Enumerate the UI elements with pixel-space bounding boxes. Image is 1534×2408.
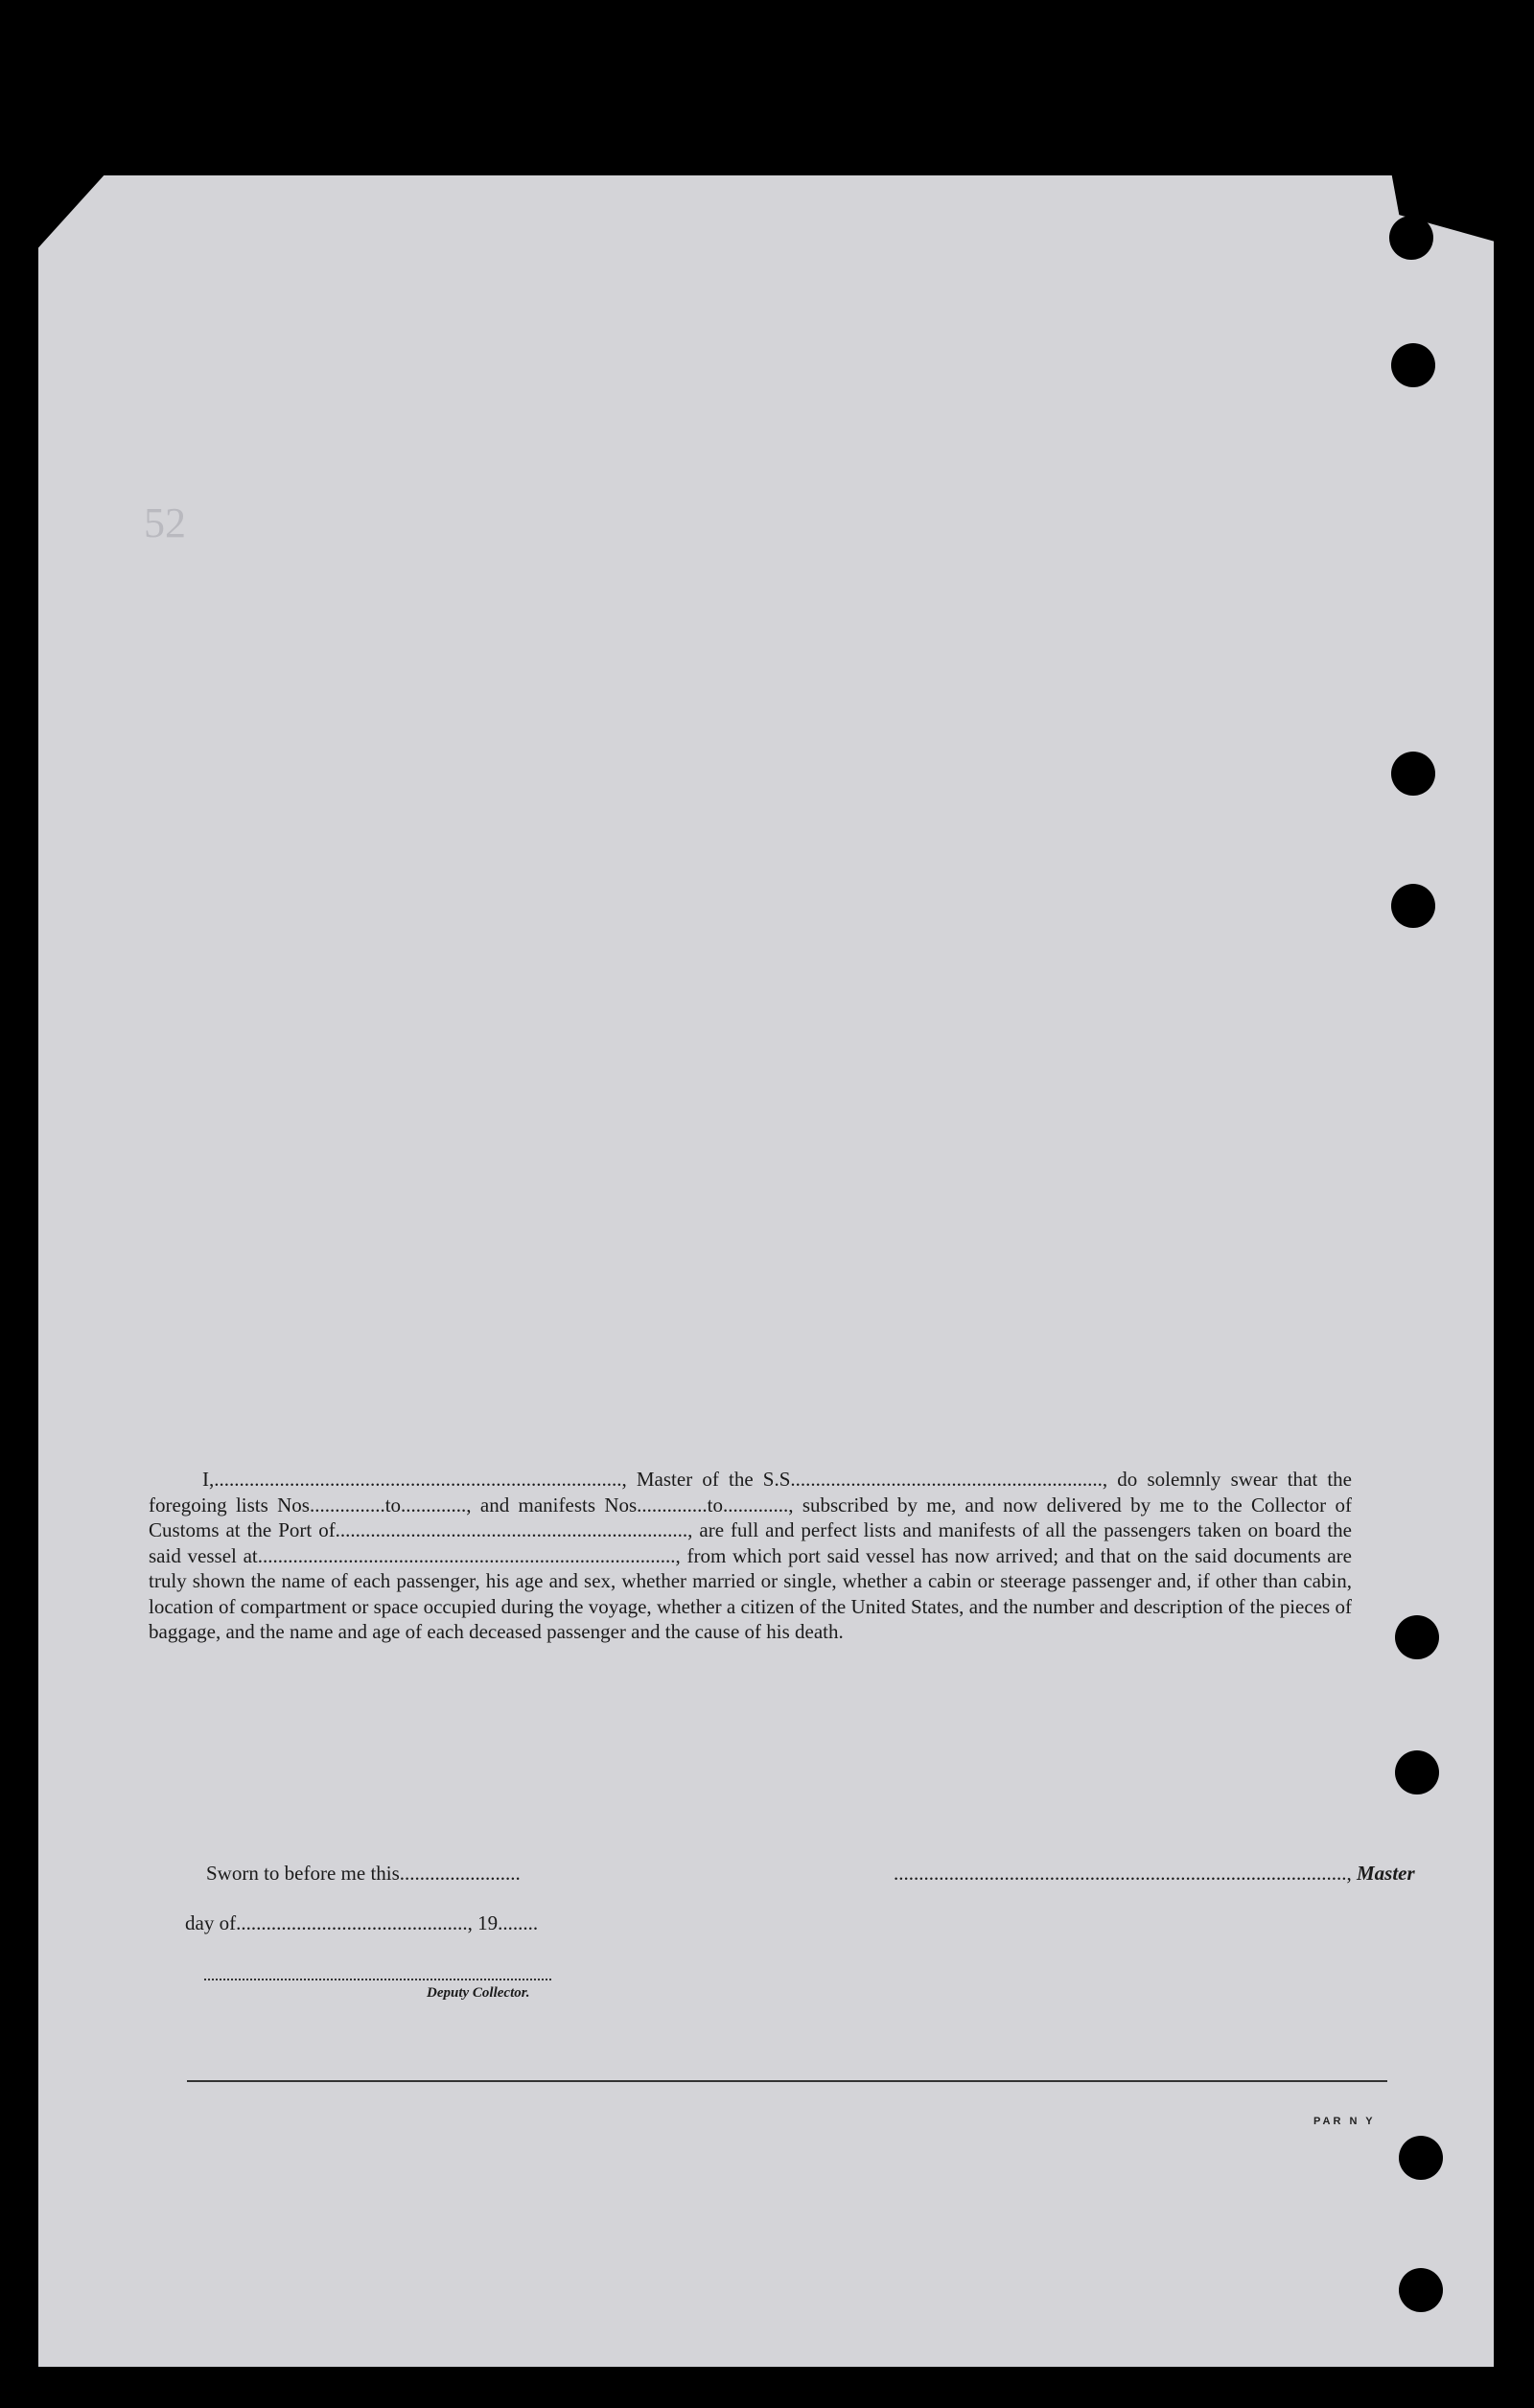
sworn-line: Sworn to before me this........................	[206, 1862, 521, 1885]
master-dots: ..........................................................................................,	[894, 1862, 1352, 1885]
binder-hole-1	[1389, 216, 1433, 260]
deputy-collector-label: Deputy Collector.	[427, 1985, 530, 2001]
binder-hole-7	[1399, 2136, 1443, 2180]
binder-hole-4	[1391, 884, 1435, 928]
binder-hole-2	[1391, 343, 1435, 387]
master-signature-line	[894, 1862, 1415, 1886]
oath-paragraph: I,................................................................................., Master of the S.S.............................................................., do solemnly swear that the foregoing lists Nos...............to............., and manifests Nos..............to............., subscribed by me, and now delivered by me to the Collector of Customs at the Port of......................................................................, are full and perfect lists and manifests of all the passengers taken on board the said vessel at..................................................................................., from which port said vessel has now arrived; and that on the said documents are truly shown the name of each passenger, his age and sex, whether married or single, whether a cabin or steerage passenger and, if other than cabin, location of compartment or space occupied during the voyage, whether a citizen of the United States, and the number and description of the pieces of baggage, and the name and age of each deceased passenger and the cause of his death.	[149, 1468, 1352, 1643]
binder-hole-3	[1391, 752, 1435, 796]
page-divider-rule	[187, 2080, 1387, 2082]
printer-mark: PAR N Y	[1313, 2116, 1376, 2127]
deputy-signature-line	[204, 1979, 551, 1980]
binder-hole-8	[1399, 2268, 1443, 2312]
faint-page-number: 52	[144, 499, 186, 546]
master-label: Master	[1357, 1862, 1415, 1885]
day-of-line: day of.............................................., 19........	[185, 1911, 539, 1934]
binder-hole-5	[1395, 1615, 1439, 1659]
oath-text-block	[149, 1467, 1352, 1645]
document-page	[38, 175, 1494, 2367]
binder-hole-6	[1395, 1750, 1439, 1794]
